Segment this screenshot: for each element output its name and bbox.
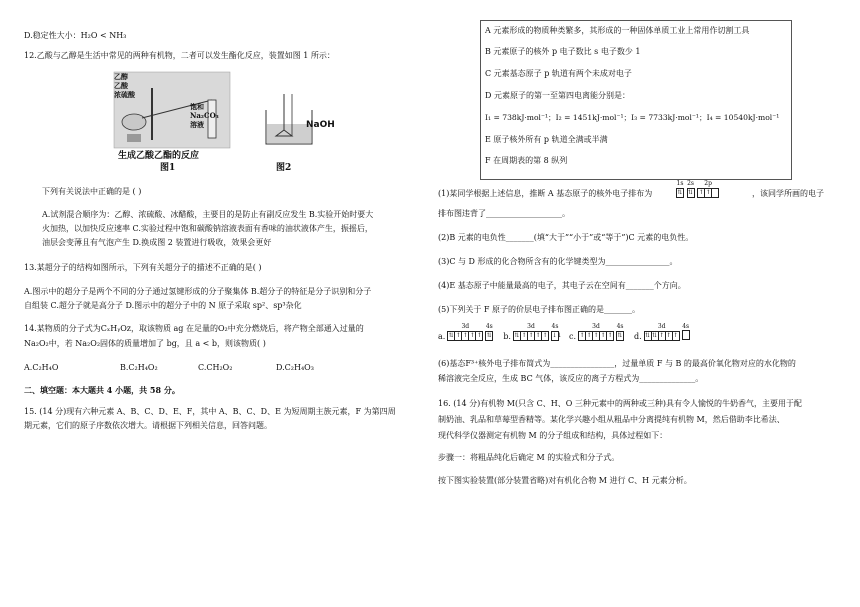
q12-option-line: A.试剂混合顺序为：乙醇、浓硫酸、冰醋酸，主要目的是防止有副反应发生 B.实验开始时要大 (42, 210, 374, 219)
q16-stem-line: 现代科学仪器测定有机物 M 的分子组成和结构，具体过程如下： (438, 431, 668, 440)
figure-2-name: 图2 (276, 163, 292, 173)
q15-4: (4)E 基态原子中能量最高的电子，其电子云在空间有_______个方向。 (438, 281, 686, 290)
q14-stem-line: 14.某物质的分子式为CₓHᵧOz，取该物质 ag 在足量的O₂中充分燃烧后，将产物全部通入过量的 (24, 324, 364, 333)
orbital-2s: 2s ⇅ (687, 180, 694, 196)
orbital-4s (682, 324, 690, 341)
orbital-label-4s: 4s (485, 323, 493, 330)
figure-2-label: NaOH (306, 120, 335, 130)
figure-1-label-acetic-acid: 乙酸 (114, 81, 128, 90)
orbital-1s: 1s ⇅ (676, 180, 684, 196)
orbital-3d: 3d ↑ ↑ ↑ ↑ ↑ (579, 323, 613, 339)
orbital-label-3d: 3d (657, 323, 666, 330)
q15-5-option-a[interactable] (438, 324, 493, 341)
figure-1-label-sodium-carbonate: Na₂CO₃ (190, 111, 219, 120)
figure-1-label-sulfuric-acid: 浓硫酸 (114, 90, 135, 99)
option-label: d. (634, 332, 642, 341)
orbital-label-1s: 1s (676, 180, 684, 187)
q15-5-option-d[interactable] (634, 324, 690, 341)
q15-2: (2)B 元素的电负性_______(填“大于”“小于”或“等于”)C 元素的电负性。 (438, 233, 694, 242)
figure-1-label-ethanol: 乙醇 (114, 72, 128, 81)
q15-5: (5)下列关于 F 原子的价层电子排布图正确的是_______。 (438, 305, 640, 314)
orbital-label-3d: 3d (592, 323, 600, 330)
info-d-ionization: I₁ = 738kJ·mol⁻¹；I₂ = 1451kJ·mol⁻¹；I₃ = 7733kJ·mol⁻¹；I₄ = 10540kJ·mol⁻¹ (485, 113, 780, 122)
orbital-label-3d: 3d (527, 323, 535, 330)
info-c: C 元素基态原子 p 轨道有两个未成对电子 (485, 69, 632, 78)
q12-question: 下列有关说法中正确的是 ( ) (42, 187, 142, 196)
figure-1-name: 图1 (160, 163, 176, 173)
info-e: E 原子核外所有 p 轨道全满或半满 (485, 135, 608, 144)
q15-1-text: (1)某同学根据上述信息，推断 A 基态原子的核外电子排布为 (438, 189, 653, 198)
orbital-label-3d: 3d (461, 323, 470, 330)
q15-3: (3)C 与 D 形成的化合物所含有的化学键类型为________________。 (438, 257, 678, 266)
orbital-label-2p: 2p (704, 180, 712, 187)
q15-stem-line: 15. (14 分)现有六种元素 A、B、C、D、E、F，其中 A、B、C、D、E 为短周期主族元素，F 为第四周 (24, 407, 396, 416)
option-label: b. (503, 332, 511, 341)
info-f: F 在周期表的第 8 纵列 (485, 156, 568, 165)
q15-5-options (438, 324, 690, 341)
q15-5-option-b[interactable] (503, 323, 563, 341)
figure-1-reagents (114, 72, 135, 99)
q13-option-line: 自组装 C.超分子就是高分子 D.图示中的超分子中的 N 原子采取 sp²、sp³杂化 (24, 301, 302, 310)
info-d: D 元素原子的第一至第四电离能分别是： (485, 91, 630, 100)
q13-option-line: A.图示中的超分子是两个不同的分子通过氢键形成的分子聚集体 B.超分子的特征是分子识别和分子 (24, 287, 372, 296)
orbital-diagram (676, 181, 719, 198)
q15-1-text-tail: ，该同学所画的电子 (752, 189, 824, 198)
q12-option-line: 火加热，以加快反应速率 C.实验过程中饱和碳酸钠溶液表面有香味的油状液体产生，振摇后， (42, 224, 373, 233)
orbital-label-4s: 4s (682, 323, 690, 330)
q11-option-d: D.稳定性大小：H₂O < NH₃ (24, 31, 127, 40)
info-a: A 元素形成的物质种类繁多，其形成的一种固体单质工业上常用作切割工具 (485, 26, 750, 35)
orbital-label-2s: 2s (687, 180, 694, 187)
q15-1-blank: 排布图违背了___________________。 (438, 209, 570, 218)
q15-stem-line: 期元素，它们的原子序数依次增大。请根据下列相关信息，回答问题。 (24, 421, 272, 430)
q16-stem-line: 16. (14 分)有机物 M(只含 C、H、O 三种元素中的两种或三种)具有令人愉悦的牛奶香气，主要用于配 (438, 399, 802, 408)
q16-step-2: 按下图实验装置(部分装置省略)对有机化合物 M 进行 C、H 元素分析。 (438, 476, 692, 485)
orbital-3d: 3d ⇅ ↑ ↑ ↑ ↑ (514, 323, 548, 339)
orbital-label-4s: 4s (616, 323, 624, 330)
figure-1-solution (190, 102, 219, 129)
orbital-3d: 3d ⇅ ↑ ↑ ↑ ↑ (448, 323, 482, 339)
q15-6-line: 稀溶液完全反应，生成 BC 气体，该反应的离子方程式为______________。 (438, 374, 704, 383)
q14-option-a: A.C₂H₄O (24, 363, 59, 372)
section-2-heading: 二、填空题：本大题共 4 小题，共 58 分。 (24, 385, 180, 395)
option-label: a. (438, 332, 446, 341)
orbital-label-4s: 4s (551, 323, 559, 330)
figure-1-label-solution: 溶液 (190, 120, 204, 129)
q14-option-c: C.CH₂O₂ (198, 363, 233, 372)
q14-option-d: D.C₂H₄O₃ (276, 363, 314, 372)
q15-5-option-c[interactable] (569, 324, 624, 341)
orbital-4s: 4s ⇅ (616, 323, 624, 339)
orbital-4s: 4s ↓↓ (551, 323, 563, 339)
figure-1-label-saturated: 饱和 (190, 102, 204, 111)
orbital-3d: 3d ⇅ ⇅ ↑ ↑ ↑ (645, 323, 679, 339)
q16-stem-line: 制奶油、乳品和草莓型香精等。某化学兴趣小组从粗品中分离提纯有机物 M，然后借助李比希法、 (438, 415, 785, 424)
q12-stem: 12.乙酸与乙醇是生活中常见的两种有机物，二者可以发生酯化反应，装置如图 1 所示： (24, 51, 335, 60)
q14-option-b: B.C₂H₄O₂ (120, 363, 158, 372)
option-label: c. (568, 332, 577, 341)
orbital-2p: 2p ↑ ↑ (697, 181, 719, 198)
q15-6-line: (6)基态F³⁺核外电子排布简式为________________，过量单质 F 与 B 的最高价氧化物对应的水化物的 (438, 359, 796, 368)
figure-1-caption: 生成乙酸乙酯的反应 (118, 151, 200, 161)
info-b: B 元素原子的核外 p 电子数比 s 电子数少 1 (485, 47, 641, 56)
q12-option-line: 油层会变薄且有气泡产生 D.换成图 2 装置进行吸收，效果会更好 (42, 238, 272, 247)
q16-step-1: 步骤一：将粗品纯化后确定 M 的实验式和分子式。 (438, 453, 620, 462)
q14-stem-line: Na₂O₂中，若 Na₂O₂固体的质量增加了 bg，且 a < b，则该物质( ) (24, 339, 266, 348)
q13-stem: 13.某超分子的结构如图所示，下列有关超分子的描述不正确的是( ) (24, 263, 262, 272)
orbital-4s: 4s ⇅ (485, 323, 493, 339)
